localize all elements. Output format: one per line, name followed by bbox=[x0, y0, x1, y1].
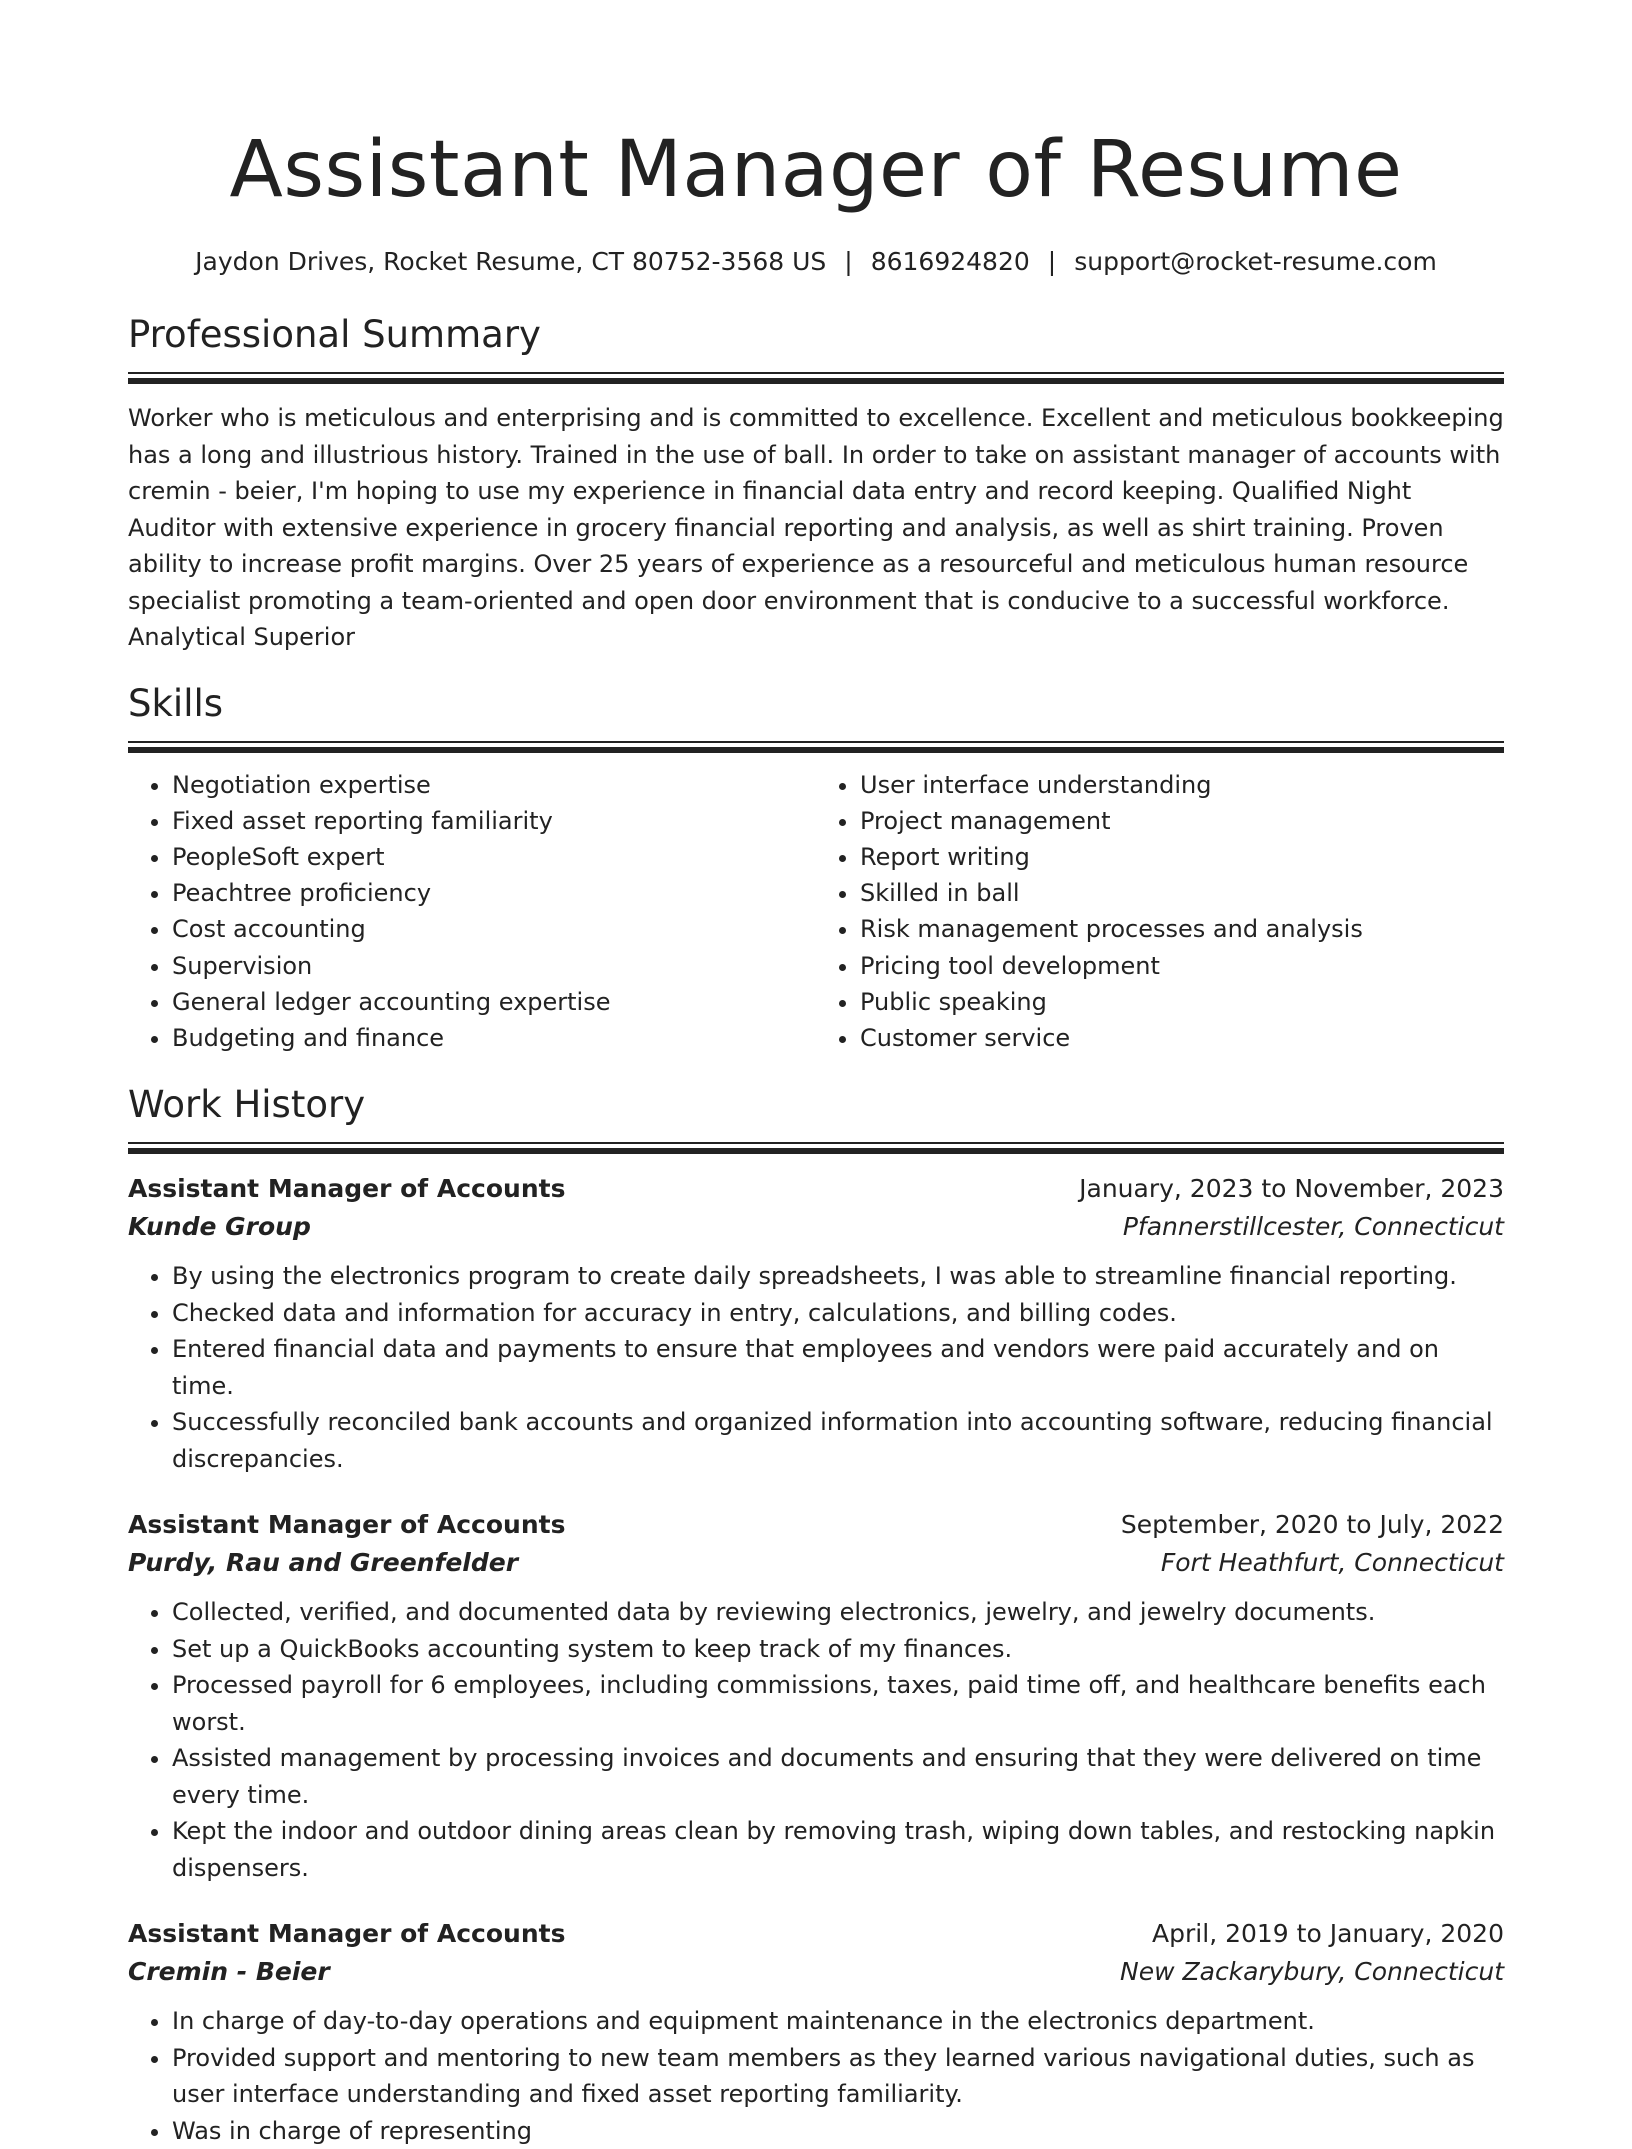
job-dates: January, 2023 to November, 2023 bbox=[1079, 1174, 1504, 1204]
section-divider bbox=[128, 741, 1504, 753]
job-company: Purdy, Rau and Greenfelder bbox=[128, 1548, 519, 1578]
skill-item: • Public speaking bbox=[860, 984, 1504, 1020]
skill-item: • User interface understanding bbox=[860, 767, 1504, 803]
job-bullet: • Successfully reconciled bank accounts and organized information into accounting software, reducing financial discrepancies. bbox=[172, 1404, 1504, 1477]
job-company: Kunde Group bbox=[128, 1212, 311, 1242]
section-heading-work-history: Work History bbox=[128, 1083, 366, 1127]
job-subheader bbox=[128, 1544, 1504, 1582]
job-company: Cremin - Beier bbox=[128, 1957, 330, 1987]
contact-phone: 8616924820 bbox=[870, 247, 1030, 276]
skill-item: • Cost accounting bbox=[172, 911, 816, 947]
job-bullet: • In charge of day-to-day operations and equipment maintenance in the electronics department. bbox=[172, 2003, 1504, 2040]
skill-item: • Peachtree proficiency bbox=[172, 875, 816, 911]
job-bullet: • Entered financial data and payments to ensure that employees and vendors were paid accurately and on time. bbox=[172, 1331, 1504, 1404]
skill-item: • Negotiation expertise bbox=[172, 767, 816, 803]
skill-item: • Fixed asset reporting familiarity bbox=[172, 803, 816, 839]
job-header bbox=[128, 1915, 1504, 1953]
job-subheader bbox=[128, 1953, 1504, 1991]
job-header bbox=[128, 1506, 1504, 1544]
job-bullet: • Kept the indoor and outdoor dining areas clean by removing trash, wiping down tables, and restocking napkin dispensers. bbox=[172, 1813, 1504, 1886]
job-location: New Zackarybury, Connecticut bbox=[1120, 1957, 1504, 1987]
job-bullets bbox=[128, 1258, 1504, 1477]
job-header bbox=[128, 1170, 1504, 1208]
skill-item: • General ledger accounting expertise bbox=[172, 984, 816, 1020]
summary-text: Worker who is meticulous and enterprising and is committed to excellence. Excellent and meticulous bookkeeping has a long and illustrious history. Trained in the use of ball. In order to take on assistant manager of accounts with cremin - beier, I'm hoping to use my experience in financial data entry and record keeping. Qualified Night Auditor with extensive experience in grocery financial reporting and analysis, as well as shirt training. Proven ability to increase profit margins. Over 25 years of experience as a resourceful and meticulous human resource specialist promoting a team-oriented and open door environment that is conducive to a successful workforce. Analytical Superior bbox=[128, 404, 1504, 651]
skills-section bbox=[128, 681, 1504, 1057]
skill-item: • Pricing tool development bbox=[860, 948, 1504, 984]
job-title: Assistant Manager of Accounts bbox=[128, 1510, 566, 1540]
skill-item: • Project management bbox=[860, 803, 1504, 839]
contact-line bbox=[128, 246, 1504, 278]
section-heading-summary: Professional Summary bbox=[128, 313, 541, 356]
job-bullet: • Checked data and information for accuracy in entry, calculations, and billing codes. bbox=[172, 1295, 1504, 1332]
job-bullets bbox=[128, 2003, 1504, 2149]
job-bullet: • Provided support and mentoring to new team members as they learned various navigational duties, such as user interface understanding and fixed asset reporting familiarity. bbox=[172, 2040, 1504, 2113]
job-dates: September, 2020 to July, 2022 bbox=[1120, 1510, 1504, 1540]
section-divider bbox=[128, 372, 1504, 384]
job-title: Assistant Manager of Accounts bbox=[128, 1174, 566, 1204]
skill-item: • Customer service bbox=[860, 1020, 1504, 1056]
resume-title: Assistant Manager of Resume bbox=[229, 125, 1403, 215]
job-title: Assistant Manager of Accounts bbox=[128, 1919, 566, 1949]
skill-item: • PeopleSoft expert bbox=[172, 839, 816, 875]
contact-address: Jaydon Drives, Rocket Resume, CT 80752-3568 US bbox=[195, 247, 827, 276]
job-entry bbox=[128, 1915, 1504, 2149]
job-bullet: • Set up a QuickBooks accounting system to keep track of my finances. bbox=[172, 1631, 1504, 1668]
job-entry bbox=[128, 1506, 1504, 1886]
skills-list bbox=[128, 767, 1504, 1057]
skill-item: • Budgeting and finance bbox=[172, 1020, 816, 1056]
contact-email: support@rocket-resume.com bbox=[1074, 247, 1437, 276]
job-dates: April, 2019 to January, 2020 bbox=[1152, 1919, 1504, 1949]
contact-separator: | bbox=[1047, 247, 1057, 276]
job-location: Fort Heathfurt, Connecticut bbox=[1160, 1548, 1504, 1578]
job-bullet: • Collected, verified, and documented data by reviewing electronics, jewelry, and jewelry documents. bbox=[172, 1594, 1504, 1631]
job-entry bbox=[128, 1170, 1504, 1477]
job-location: Pfannerstillcester, Connecticut bbox=[1122, 1212, 1504, 1242]
job-bullet: • Assisted management by processing invoices and documents and ensuring that they were delivered on time every time. bbox=[172, 1740, 1504, 1813]
work-history-section bbox=[128, 1082, 1504, 2149]
job-bullets bbox=[128, 1594, 1504, 1886]
job-bullet: • Was in charge of representing bbox=[172, 2113, 1504, 2149]
skills-column-right bbox=[816, 767, 1504, 1057]
job-bullet: • Processed payroll for 6 employees, including commissions, taxes, paid time off, and healthcare benefits each worst. bbox=[172, 1667, 1504, 1740]
section-divider bbox=[128, 1142, 1504, 1154]
job-subheader bbox=[128, 1208, 1504, 1246]
skill-item: • Supervision bbox=[172, 948, 816, 984]
skill-item: • Report writing bbox=[860, 839, 1504, 875]
summary-section bbox=[128, 312, 1504, 656]
section-heading-skills: Skills bbox=[128, 681, 224, 725]
skill-item: • Risk management processes and analysis bbox=[860, 911, 1504, 947]
job-bullet: • By using the electronics program to create daily spreadsheets, I was able to streamline financial reporting. bbox=[172, 1258, 1504, 1295]
skill-item: • Skilled in ball bbox=[860, 875, 1504, 911]
skills-column-left bbox=[128, 767, 816, 1057]
contact-separator: | bbox=[844, 247, 853, 276]
